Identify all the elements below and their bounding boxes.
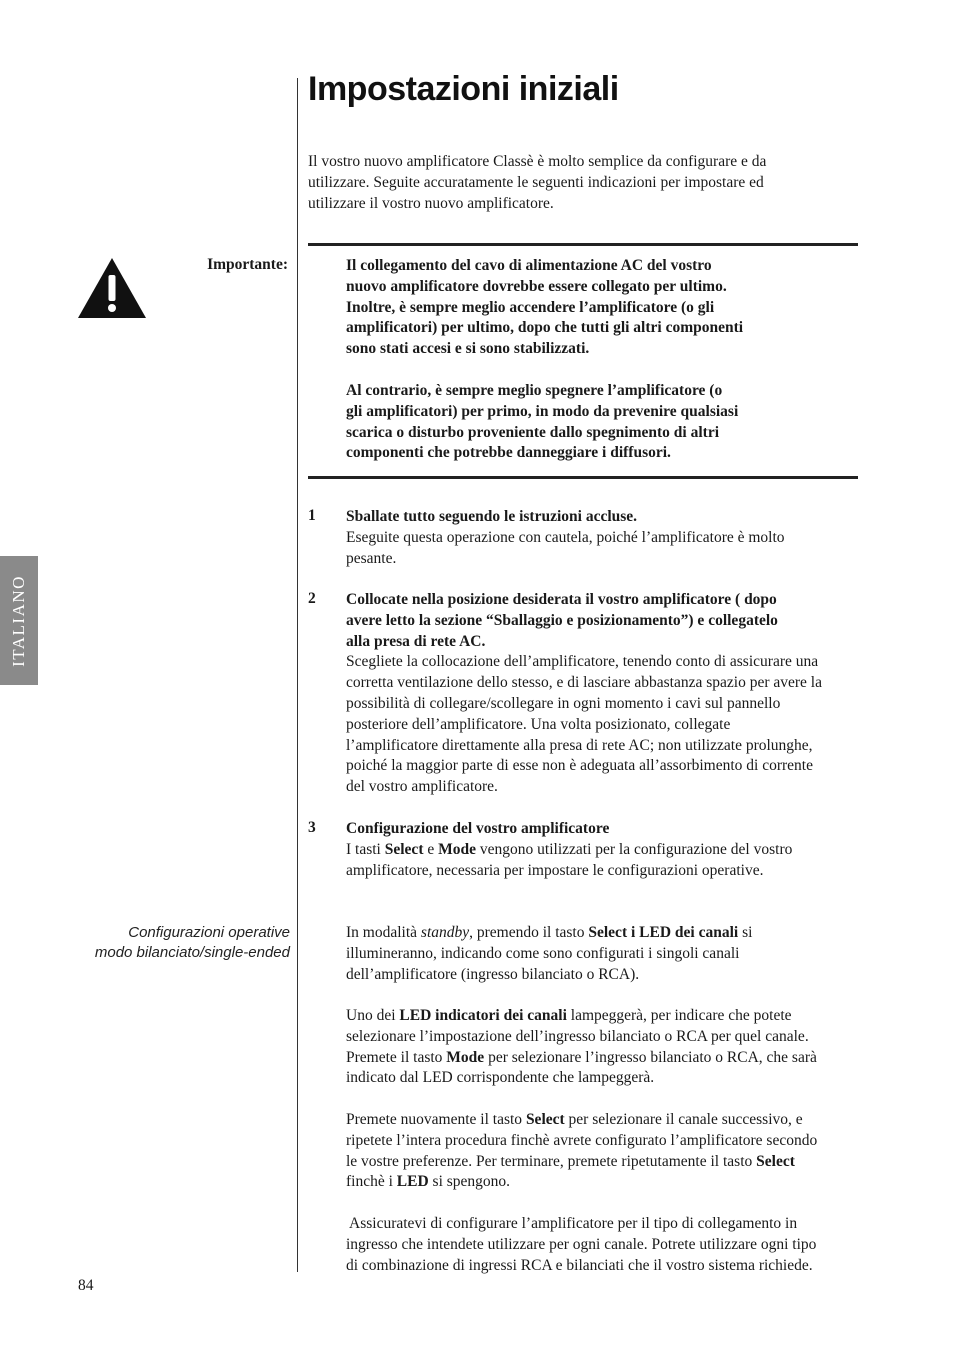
step-number: 1	[308, 507, 316, 524]
text-run: di combinazione di ingressi RCA e bilanciati che il vostro sistema richiede.	[346, 1256, 813, 1274]
text-run: indicato dal LED corrispondente che lampeggerà.	[346, 1069, 655, 1087]
text-run: selezionare l’impostazione dell’ingresso bilanciato o RCA per quel canale.	[346, 1027, 809, 1045]
step-body-line: Eseguite questa operazione con cautela, poiché l’amplificatore è molto	[346, 528, 785, 546]
text-run: vengono utilizzati per la configurazione del vostro	[476, 840, 793, 858]
margin-divider-line	[297, 78, 298, 1272]
important-top-rule	[308, 243, 858, 246]
bold-term: Select	[525, 1111, 565, 1128]
text-run: Premete nuovamente il tasto	[346, 1111, 526, 1128]
config-paragraph-1	[346, 923, 861, 985]
intro-paragraph	[308, 152, 828, 214]
important-line: gli amplificatori) per primo, in modo da prevenire qualsiasi	[346, 402, 739, 420]
step-1	[346, 507, 861, 569]
step-body-line: l’amplificatore direttamente alla presa di rete AC; non utilizzate prolunghe,	[346, 736, 813, 754]
text-run: e	[423, 840, 439, 858]
step-body-line: possibilità di collegare/scollegare in ogni momento i cavi sul pannello	[346, 694, 781, 712]
step-body-line: pesante.	[346, 549, 397, 567]
important-line: componenti che potrebbe danneggiare i diffusori.	[346, 444, 671, 462]
step-3	[346, 819, 861, 881]
step-number: 3	[308, 819, 316, 836]
text-run: Assicuratevi di configurare l’amplificatore per il tipo di collegamento in	[346, 1215, 798, 1232]
step-body-line: posteriore dell’amplificatore. Una volta posizionato, collegate	[346, 715, 731, 733]
config-paragraph-2	[346, 1006, 861, 1089]
intro-line: Il vostro nuovo amplificatore Classè è molto semplice da configurare e da	[308, 153, 767, 170]
text-run: I tasti	[346, 840, 385, 858]
text-run: le vostre preferenze. Per terminare, premete ripetutamente il tasto	[346, 1152, 757, 1170]
important-line: Al contrario, è sempre meglio spegnere l’amplificatore (o	[346, 382, 723, 399]
text-run: per selezionare il canale successivo, e	[564, 1111, 803, 1128]
important-line: scarica o disturbo proveniente dallo spegnimento di altri	[346, 423, 720, 441]
step-title: avere letto la sezione “Sballaggio e posizionamento”) e collegatelo	[346, 611, 778, 629]
important-line: Il collegamento del cavo di alimentazione AC del vostro	[346, 257, 712, 274]
important-bottom-rule	[308, 476, 858, 479]
text-run: , premendo il tasto	[469, 924, 589, 941]
text-run: ripetete l’intera procedura finchè avrete configurato l’amplificatore secondo	[346, 1131, 818, 1149]
text-run: si	[738, 924, 753, 941]
language-tab	[0, 556, 38, 685]
text-run: illumineranno, indicando come sono configurati i singoli canali	[346, 944, 740, 962]
text-run: si spengono.	[428, 1173, 511, 1191]
config-paragraph-3	[346, 1110, 861, 1193]
side-note-heading	[60, 923, 290, 963]
important-paragraph-2	[346, 381, 826, 464]
step-title: alla presa di rete AC.	[346, 632, 486, 650]
important-line: nuovo amplificatore dovrebbe essere collegato per ultimo.	[346, 277, 727, 295]
page-number: 84	[78, 1277, 94, 1294]
config-paragraph-4	[346, 1214, 861, 1276]
bold-term: LED	[396, 1173, 429, 1191]
step-title: Configurazione del vostro amplificatore	[346, 820, 610, 837]
mode-key-name: Mode	[438, 840, 477, 858]
important-line: amplificatori) per ultimo, dopo che tutti gli altri componenti	[346, 319, 744, 337]
warning-triangle-icon	[78, 258, 146, 318]
bold-term: Select	[756, 1152, 795, 1170]
text-run: ingresso che intendete utilizzare per ogni canale. Potrete utilizzare ogni tipo	[346, 1235, 817, 1253]
text-run: lampeggerà, per indicare che potete	[566, 1007, 792, 1024]
step-body-line: del vostro amplificatore.	[346, 778, 498, 796]
select-key-name: Select	[384, 840, 424, 858]
step-title: Sballate tutto seguendo le istruzioni accluse.	[346, 508, 638, 525]
standby-term: standby	[420, 924, 470, 941]
text-run: dell’amplificatore (ingresso bilanciato o RCA).	[346, 965, 640, 983]
text-run: finchè i	[346, 1173, 397, 1191]
text-run: Premete il tasto	[346, 1048, 447, 1066]
important-line: Inoltre, è sempre meglio accendere l’amplificatore (o gli	[346, 298, 715, 316]
step-2	[346, 590, 861, 798]
bold-term: Mode	[446, 1048, 485, 1066]
side-note-line: modo bilanciato/single-ended	[94, 944, 290, 961]
bold-term: Select i LED dei canali	[588, 924, 739, 941]
important-line: sono stati accesi e si sono stabilizzati.	[346, 340, 590, 358]
step-body-line: poiché la maggior parte di esse non è adeguata all’assorbimento di corrente	[346, 757, 813, 775]
side-note-line: Configurazioni operative	[128, 924, 290, 941]
step-body-line: Scegliete la collocazione dell’amplificatore, tenendo conto di assicurare una	[346, 653, 819, 671]
bold-term: LED indicatori dei canali	[399, 1007, 567, 1024]
page-title: Impostazioni iniziali	[308, 70, 619, 108]
step-title: Collocate nella posizione desiderata il vostro amplificatore ( dopo	[346, 591, 777, 608]
text-run: Uno dei	[346, 1007, 400, 1024]
important-label: Importante:	[207, 256, 288, 273]
step-body-line: amplificatore, necessaria per impostare le configurazioni operative.	[346, 861, 764, 879]
language-tab-label: ITALIANO	[9, 574, 28, 667]
step-body-line: corretta ventilazione dello stesso, e di lasciare abbastanza spazio per avere la	[346, 674, 822, 692]
important-paragraph-1	[346, 256, 826, 360]
step-number: 2	[308, 590, 316, 607]
text-run: In modalità	[346, 924, 421, 941]
intro-line: utilizzare. Seguite accuratamente le seguenti indicazioni per impostare ed	[308, 173, 764, 191]
intro-line: utilizzare il vostro nuovo amplificatore.	[308, 194, 554, 212]
text-run: per selezionare l’ingresso bilanciato o RCA, che sarà	[484, 1048, 817, 1066]
